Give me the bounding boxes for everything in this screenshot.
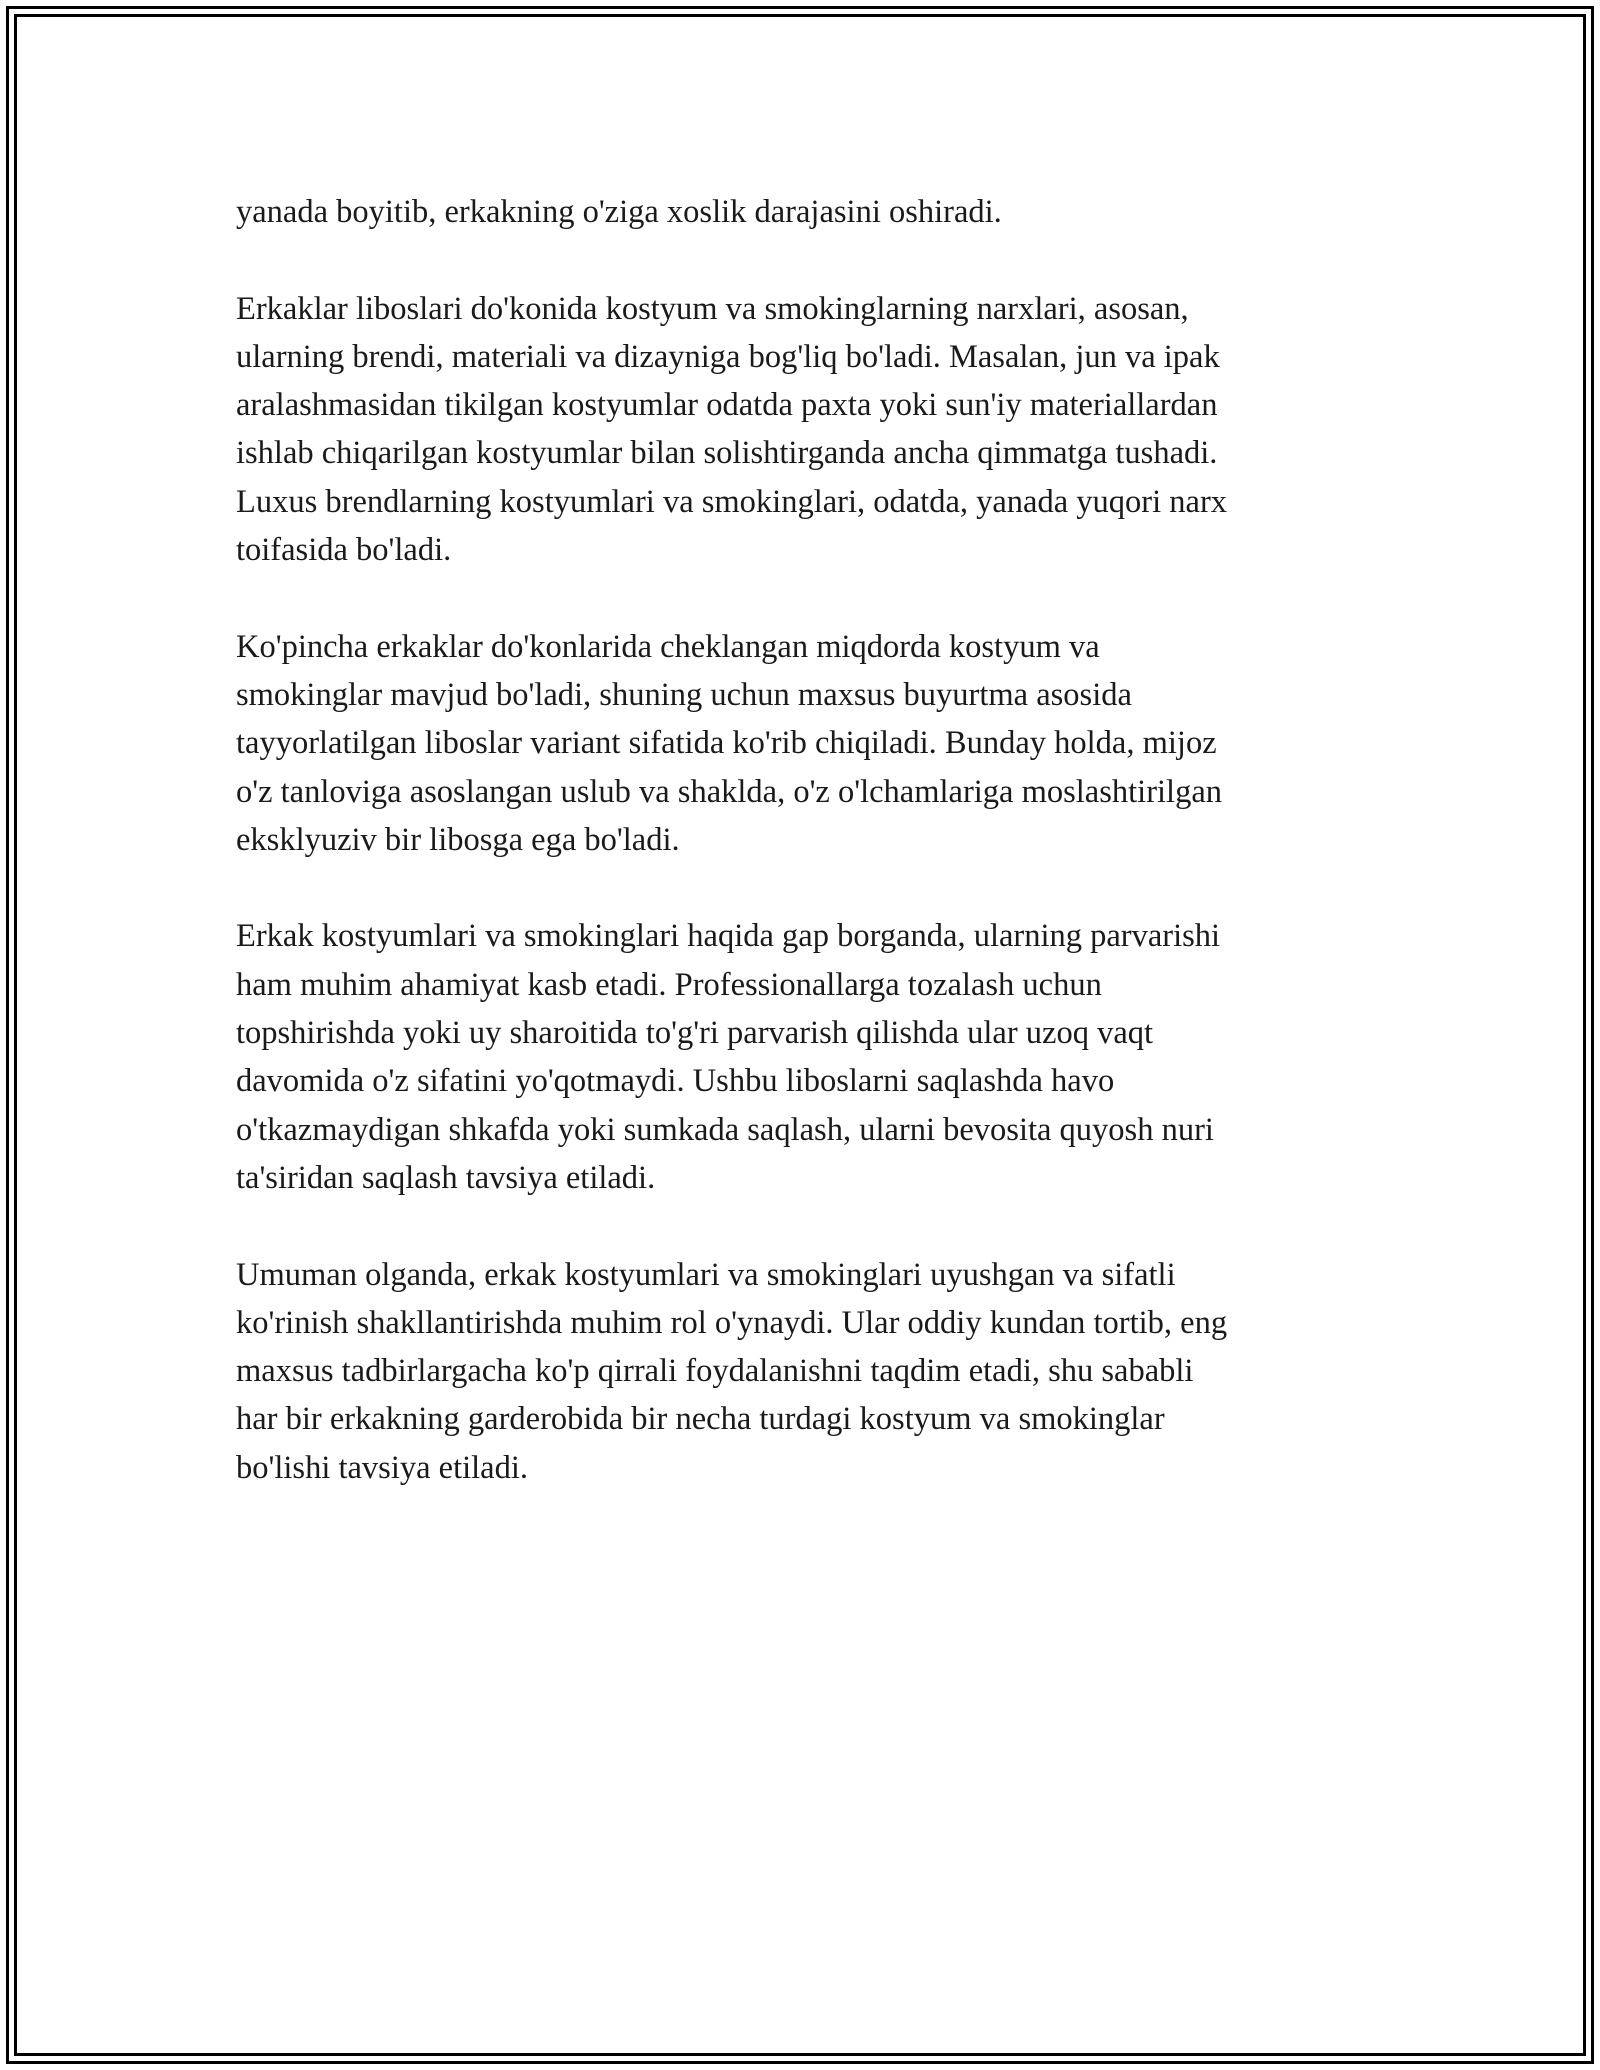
document-body bbox=[236, 188, 1376, 1540]
paragraph-3: Ko'pincha erkaklar do'konlarida cheklangan miqdorda kostyum va smokinglar mavjud bo'ladi, shuning uchun maxsus buyurtma asosida tayyorlatilgan liboslar variant sifatida ko'rib chiqiladi. Bunday holda, mijoz o'z tanloviga asoslangan uslub va shaklda, o'z o'lchamlariga moslashtirilgan eksklyuziv bir libosga ega bo'ladi. bbox=[236, 628, 1222, 858]
paragraph-1: yanada boyitib, erkakning o'ziga xoslik darajasini oshiradi. bbox=[236, 194, 1002, 230]
paragraph-2: Erkaklar liboslari do'konida kostyum va smokinglarning narxlari, asosan, ularning brendi, materiali va dizayniga bog'liq bo'ladi. Masalan, jun va ipak aralashmasidan tikilgan kostyumlar odatda paxta yoki sun'iy materiallardan ishlab chiqarilgan kostyumlar bilan solishtirganda ancha qimmatga tushadi. Luxus brendlarning kostyumlari va smokinglari, odatda, yanada yuqori narx toifasida bo'ladi. bbox=[236, 290, 1228, 569]
paragraph-4: Erkak kostyumlari va smokinglari haqida gap borganda, ularning parvarishi ham muhim ahamiyat kasb etadi. Professionallarga tozalash uchun topshirishda yoki uy sharoitida to'g'ri parvarish qilishda ular uzoq vaqt davomida o'z sifatini yo'qotmaydi. Ushbu liboslarni saqlashda havo o'tkazmaydigan shkafda yoki sumkada saqlash, ularni bevosita quyosh nuri ta'siridan saqlash tavsiya etiladi. bbox=[236, 918, 1221, 1196]
paragraph-5: Umuman olganda, erkak kostyumlari va smokinglari uyushgan va sifatli ko'rinish shakllantirishda muhim rol o'ynaydi. Ular oddiy kundan tortib, eng maxsus tadbirlargacha ko'p qirrali foydalanishni taqdim etadi, shu sababli har bir erkakning garderobida bir necha turdagi kostyum va smokinglar bo'lishi tavsiya etiladi. bbox=[236, 1256, 1228, 1486]
